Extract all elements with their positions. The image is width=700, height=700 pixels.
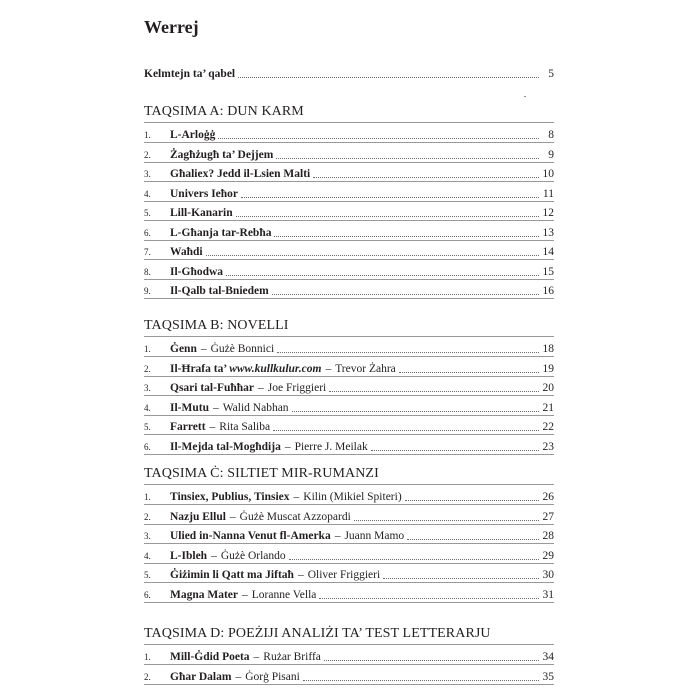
entry-text xyxy=(170,401,289,415)
entry-title: Il-Qalb tal-Bniedem xyxy=(170,285,269,297)
entry-number: 4. xyxy=(144,189,151,199)
dot-leader xyxy=(354,520,539,521)
entry-number: 1. xyxy=(144,130,151,140)
entry-title: Magna Mater xyxy=(170,589,239,601)
toc-row xyxy=(144,280,554,298)
dot-leader xyxy=(289,559,539,560)
toc-row xyxy=(144,525,554,543)
entry-title: Lill-Kanarin xyxy=(170,207,233,219)
entry-number: 6. xyxy=(144,442,151,452)
row-divider xyxy=(144,602,554,603)
entry-text xyxy=(170,167,310,181)
page-number: 20 xyxy=(542,382,554,394)
dot-leader xyxy=(273,430,539,431)
page-number: 31 xyxy=(542,589,554,601)
entry-author: Juann Mamo xyxy=(344,530,405,542)
toc-row xyxy=(144,666,554,684)
entry-number: 2. xyxy=(144,364,151,374)
page-number: 28 xyxy=(542,530,554,542)
row-divider xyxy=(144,504,554,505)
entry-author: Pierre J. Meilak xyxy=(294,441,368,453)
entry-text xyxy=(170,265,223,279)
dot-leader xyxy=(324,660,539,661)
page-number: 27 xyxy=(542,511,554,523)
row-divider xyxy=(144,434,554,435)
toc-row xyxy=(144,377,554,395)
entry-title: Ulied in-Nanna Venut fl-Amerka xyxy=(170,530,331,542)
page-number: 21 xyxy=(542,402,554,414)
entry-title: Nazju Ellul xyxy=(170,511,226,523)
page-number: 8 xyxy=(548,129,554,141)
entry-title: Tinsiex, Publius, Tinsiex xyxy=(170,491,290,503)
toc-row xyxy=(144,202,554,220)
row-divider xyxy=(144,220,554,221)
entry-title: Ġenn xyxy=(170,343,197,355)
dot-leader xyxy=(226,275,539,276)
separator-dash: – xyxy=(334,530,341,542)
entry-number: 1. xyxy=(144,492,151,502)
section-heading: TAQSIMA B: NOVELLI xyxy=(144,318,289,333)
entry-number: 2. xyxy=(144,672,151,682)
separator-dash: – xyxy=(258,382,264,394)
entry-number: 6. xyxy=(144,590,151,600)
entry-title: Ġiżimin li Qatt ma Jiftaħ xyxy=(170,569,294,581)
entry-number: 2. xyxy=(144,512,151,522)
separator-dash: – xyxy=(293,491,300,503)
entry-text xyxy=(170,490,402,504)
entry-title: Għaliex? Jedd il-Lsien Malti xyxy=(170,168,311,180)
page-number: 15 xyxy=(542,266,554,278)
toc-row xyxy=(144,222,554,240)
page-title: Werrej xyxy=(144,17,199,37)
entry-author: Oliver Friggieri xyxy=(307,569,381,581)
dot-leader xyxy=(277,352,539,353)
entry-text xyxy=(170,206,233,220)
row-divider xyxy=(144,259,554,260)
entry-text xyxy=(170,650,321,664)
entry-text xyxy=(170,588,316,602)
entry-number: 7. xyxy=(144,247,151,257)
page-number: 5 xyxy=(548,68,554,80)
page-number: 9 xyxy=(548,149,554,161)
entry-author: Ġużè Muscat Azzopardi xyxy=(239,511,351,523)
page-number: 26 xyxy=(542,491,554,503)
page-number: 22 xyxy=(542,421,554,433)
page-number: 34 xyxy=(542,651,554,663)
entry-number: 2. xyxy=(144,150,151,160)
entry-author: Loranne Vella xyxy=(251,589,317,601)
toc-row xyxy=(144,163,554,181)
entry-title: Qsari tal-Fuħħar xyxy=(170,382,255,394)
dot-leader xyxy=(405,500,539,501)
separator-dash: – xyxy=(253,651,260,663)
row-divider xyxy=(144,298,554,299)
section-rule xyxy=(144,336,554,337)
entry-number: 3. xyxy=(144,531,151,541)
dot-leader xyxy=(371,450,539,451)
separator-dash: – xyxy=(297,569,304,581)
entry-title: Il-Ħrafa ta’ www.kullkulur.com xyxy=(170,363,322,375)
separator-dash: – xyxy=(211,550,217,562)
dot-leader xyxy=(274,236,539,237)
dot-leader xyxy=(241,197,539,198)
entry-text xyxy=(170,148,273,162)
entry-title: Għar Dalam xyxy=(170,671,232,683)
separator-dash: – xyxy=(212,402,219,414)
page-number: 18 xyxy=(542,343,554,355)
entry-title: Kelmtejn ta’ qabel xyxy=(144,68,236,80)
toc-row xyxy=(144,506,554,524)
page-number: 13 xyxy=(542,227,554,239)
separator-dash: – xyxy=(284,441,291,453)
separator-dash: – xyxy=(229,511,236,523)
entry-text xyxy=(170,510,351,524)
toc-row xyxy=(144,416,554,434)
page-number: 10 xyxy=(542,168,554,180)
toc-row xyxy=(144,545,554,563)
entry-number: 4. xyxy=(144,551,151,561)
entry-author: Walid Nabhan xyxy=(222,402,289,414)
dot-leader xyxy=(329,391,539,392)
separator-dash: – xyxy=(235,671,242,683)
entry-title: Żagħżugħ ta’ Dejjem xyxy=(170,149,274,161)
page-number: 16 xyxy=(542,285,554,297)
row-divider xyxy=(144,543,554,544)
dot-leader xyxy=(206,255,539,256)
section-rule xyxy=(144,484,554,485)
page-number: 14 xyxy=(542,246,554,258)
entry-author: Rita Saliba xyxy=(219,421,271,433)
toc-row xyxy=(144,486,554,504)
toc-row xyxy=(144,63,554,81)
dot-leader xyxy=(292,411,539,412)
toc-row xyxy=(144,261,554,279)
entry-author: Joe Friggieri xyxy=(267,382,327,394)
row-divider xyxy=(144,181,554,182)
row-divider xyxy=(144,684,554,685)
toc-row xyxy=(144,183,554,201)
section-heading: TAQSIMA A: DUN KARM xyxy=(144,104,304,119)
row-divider xyxy=(144,454,554,455)
entry-title: Univers Ieħor xyxy=(170,188,239,200)
entry-title: Mill-Ġdid Poeta xyxy=(170,651,250,663)
entry-text xyxy=(170,226,271,240)
page-number: 30 xyxy=(542,569,554,581)
toc-row xyxy=(144,241,554,259)
dot-leader xyxy=(276,158,539,159)
dot-leader xyxy=(313,177,539,178)
entry-number: 4. xyxy=(144,403,151,413)
entry-title: Il-Mejda tal-Mogħdija xyxy=(170,441,281,453)
separator-dash: – xyxy=(200,343,207,355)
entry-number: 1. xyxy=(144,344,151,354)
dot-leader xyxy=(303,680,539,681)
entry-text xyxy=(170,420,270,434)
dot-leader xyxy=(383,578,539,579)
entry-author: Kilin (Mikiel Spiteri) xyxy=(303,491,402,503)
entry-title: L-Għanja tar-Rebħa xyxy=(170,227,272,239)
entry-text xyxy=(170,529,404,543)
dot-leader xyxy=(236,216,539,217)
entry-number: 1. xyxy=(144,652,151,662)
section-rule xyxy=(144,644,554,645)
row-divider xyxy=(144,582,554,583)
toc-row xyxy=(144,144,554,162)
entry-author: Rużar Briffa xyxy=(263,651,321,663)
page-number: 11 xyxy=(542,188,554,200)
page-number: 35 xyxy=(542,671,554,683)
page-number: 19 xyxy=(542,363,554,375)
toc-row xyxy=(144,584,554,602)
entry-number: 9. xyxy=(144,286,151,296)
page-number: 12 xyxy=(542,207,554,219)
toc-row xyxy=(144,397,554,415)
section-heading: TAQSIMA D: POEŻIJI ANALIŻI TA’ TEST LETTERARJU xyxy=(144,626,491,641)
entry-author: Ġużè Orlando xyxy=(220,550,286,562)
toc-row xyxy=(144,358,554,376)
entry-title: L-Ibleh xyxy=(170,550,208,562)
entry-text xyxy=(170,128,215,142)
entry-number: 6. xyxy=(144,228,151,238)
toc-row xyxy=(144,436,554,454)
entry-number: 8. xyxy=(144,267,151,277)
separator-dash: – xyxy=(242,589,248,601)
entry-text xyxy=(170,362,396,376)
section-heading: TAQSIMA Ċ: SILTIET MIR-RUMANZI xyxy=(144,466,379,481)
entry-title: Farrett xyxy=(170,421,206,433)
row-divider xyxy=(144,356,554,357)
entry-text xyxy=(170,187,238,201)
entry-text xyxy=(170,381,326,395)
dot-leader xyxy=(407,539,539,540)
entry-number: 5. xyxy=(144,570,151,580)
toc-row xyxy=(144,646,554,664)
dot-leader xyxy=(218,138,539,139)
row-divider xyxy=(144,664,554,665)
toc-row xyxy=(144,564,554,582)
entry-text xyxy=(170,342,274,356)
entry-text xyxy=(144,67,235,81)
entry-title: Il-Mutu xyxy=(170,402,209,414)
page-number: 23 xyxy=(542,441,554,453)
entry-title: L-Arloġġ xyxy=(170,129,216,141)
entry-text xyxy=(170,549,286,563)
separator-dash: – xyxy=(325,363,332,375)
entry-text xyxy=(170,245,203,259)
entry-text xyxy=(170,670,300,684)
row-divider xyxy=(144,142,554,143)
entry-title: Waħdi xyxy=(170,246,203,258)
entry-author: Ġużè Bonnici xyxy=(210,343,275,355)
page-number: 29 xyxy=(542,550,554,562)
entry-text xyxy=(170,568,380,582)
dot-leader xyxy=(399,372,539,373)
entry-author: Trevor Żahra xyxy=(335,363,396,375)
entry-number: 3. xyxy=(144,383,151,393)
entry-title: Il-Għodwa xyxy=(170,266,224,278)
toc-row xyxy=(144,124,554,142)
entry-author: Ġorġ Pisani xyxy=(245,671,300,683)
separator-dash: – xyxy=(209,421,216,433)
entry-number: 5. xyxy=(144,422,151,432)
dot-leader xyxy=(272,294,539,295)
toc-row xyxy=(144,338,554,356)
section-rule xyxy=(144,122,554,123)
entry-text xyxy=(170,440,368,454)
entry-text xyxy=(170,284,269,298)
dot-leader xyxy=(319,598,539,599)
entry-title-italic: www.kullkulur.com xyxy=(229,363,322,375)
entry-number: 3. xyxy=(144,169,151,179)
entry-number: 5. xyxy=(144,208,151,218)
print-speck xyxy=(524,96,526,97)
dot-leader xyxy=(238,77,539,78)
row-divider xyxy=(144,395,554,396)
